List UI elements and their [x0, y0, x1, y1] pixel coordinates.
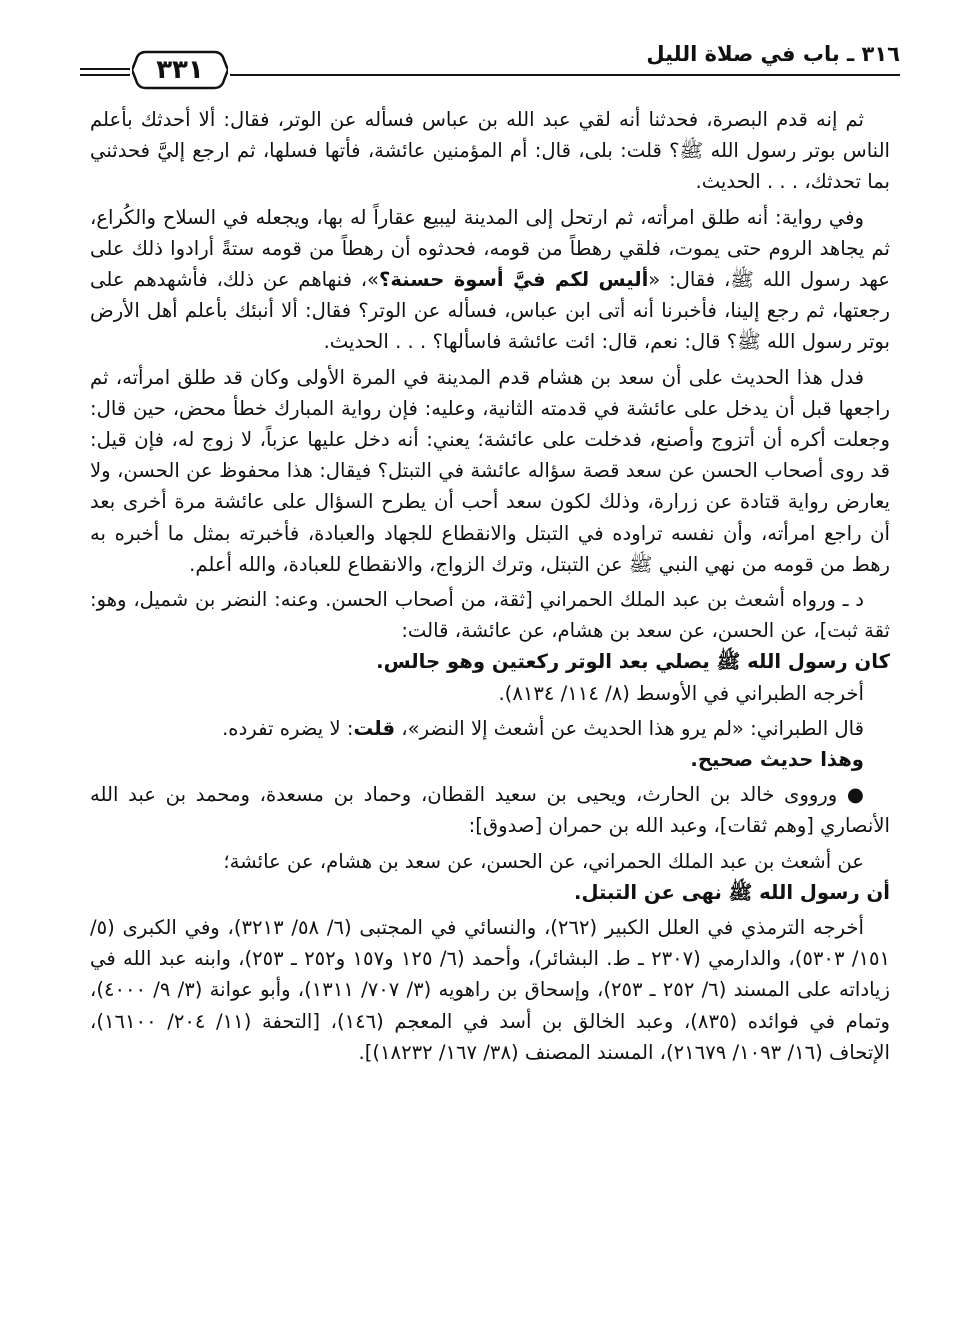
- paragraph-3: فدل هذا الحديث على أن سعد بن هشام قدم المدينة في المرة الأولى وكان قد طلق امرأته، ثم راجعها قبل أن يدخل على عائشة في قدمته الثانية، وعليه: فإن رواية المبارك خطأ محض، حين قال: وجعلت أكره أن أتزوج وأصنع، فدخلت على عائشة؛ يعني: أنه دخل عليها عزباً، لا زوج له، فإن قيل: قد روى أصحاب الحسن عن سعد قصة سؤاله عائشة في التبتل؟ فيقال: هذا محفوظ عن الحسن، ولا يعارض رواية قتادة عن زرارة، وذلك لكون سعد أحب أن يطرح السؤال على عائشة مرة أخرى بعد أن راجع امرأته، وأن نفسه تراوده في التبتل والانقطاع للجهاد والعبادة، فأخبرته بمثل ما أخبره به رهط من قومه من نهي النبي ﷺ عن التبتل، وترك الزواج، والانقطاع للعبادة، والله أعلم.: [90, 365, 890, 576]
- paragraph-4: د ـ ورواه أشعث بن عبد الملك الحمراني [ثقة، من أصحاب الحسن. وعنه: النضر بن شميل، وهو: ثقة ثبت]، عن الحسن، عن سعد بن هشام، عن عائشة، قالت:: [90, 588, 890, 643]
- header-rule: [230, 74, 900, 76]
- paragraph-2-bold-quote: أليس لكم فيَّ أسوة حسنة؟: [379, 268, 649, 292]
- page-body: [90, 104, 890, 1068]
- takhrij-2: أخرجه الترمذي في العلل الكبير (٢٦٢)، والنسائي في المجتبى (٦/ ٥٨/ ٣٢١٣)، وفي الكبرى (٥/ ١٥١/ ٥٣٠٣)، والدارمي (٢٣٠٧ ـ ط. البشائر)، وأحمد (٦/ ١٢٥ و١٥٧ و٢٥٢ ـ ٢٥٣)، وابنه عبد الله في زياداته على المسند (٦/ ٢٥٢ ـ ٢٥٣)، وإسحاق بن راهويه (٣/ ٧٠٧/ ١٣١١)، وأبو عوانة (٣/ ٩/ ٤٠٠٠)، وتمام في فوائده (٨٣٥)، وعبد الخالق بن أسد في المعجم (١٤٦)، [التحفة (١١/ ٢٠٤/ ١٦١٠٠)، الإتحاف (١٦/ ١٠٩٣/ ٢١٦٧٩)، المسند المصنف (٣٨/ ١٦٧/ ١٨٢٣٢)].: [90, 916, 891, 1064]
- hadith-text-1: كان رسول الله ﷺ يصلي بعد الوتر ركعتين وهو جالس.: [376, 650, 890, 674]
- header-rule-left-bottom: [80, 74, 130, 76]
- tabarani-note-text-b: : لا يضره تفرده.: [222, 716, 354, 740]
- paragraph-narrators: ● ورووى خالد بن الحارث، ويحيى بن سعيد القطان، وحماد بن مسعدة، ومحمد بن عبد الله الأنصاري [وهم ثقات]، وعبد الله بن حمران [صدوق]:: [90, 783, 890, 838]
- page-header: [80, 40, 900, 100]
- paragraph-chain: عن أشعث بن عبد الملك الحمراني، عن الحسن، عن سعد بن هشام، عن عائشة؛: [223, 849, 864, 873]
- paragraph-1: ثم إنه قدم البصرة، فحدثنا أنه لقي عبد الله بن عباس فسأله عن الوتر، فقال: ألا أحدثك بأعلم الناس بوتر رسول الله ﷺ؟ قلت: بلى، قال: أم المؤمنين عائشة، فأتها فسلها، ثم ارجع إليَّ فحدثني بما تحدثك، . . . الحديث.: [90, 108, 890, 194]
- tabarani-note-text-a: قال الطبراني: «لم يرو هذا الحديث عن أشعث إلا النضر»،: [395, 716, 864, 740]
- running-title: ٣١٦ ـ باب في صلاة الليل: [646, 42, 900, 66]
- tabarani-note-bold: قلت: [353, 716, 396, 740]
- paragraph-2-text-a: وفي رواية: أنه طلق امرأته، ثم ارتحل إلى المدينة ليبيع عقاراً له بها، ويجعله في السلاح والكُراع، ثم يجاهد الروم حتى يموت، فلقي رهطاً من قومه، فحدثوه أن رهطاً من قومه ستةً أرادوا ذلك على عهد رسول الله ﷺ، فقال: «: [90, 205, 891, 292]
- hadith-text-2: أن رسول الله ﷺ نهى عن التبتل.: [574, 880, 890, 904]
- takhrij-1: أخرجه الطبراني في الأوسط (٨/ ١١٤/ ٨١٣٤).: [498, 681, 864, 705]
- header-rule-left-top: [80, 68, 130, 70]
- paragraph-2: [90, 202, 890, 358]
- tabarani-note: [90, 713, 890, 744]
- authenticity-note: وهذا حديث صحيح.: [690, 748, 864, 772]
- page-number-badge: [132, 48, 228, 92]
- page-number: ٣٣١: [156, 55, 204, 85]
- paragraph-2-text-b: »، فنهاهم عن ذلك، فأشهدهم على رجعتها، ثم رجع إلينا، فأخبرنا أنه أتى ابن عباس، فسأله عن الوتر؟ فقال: ألا أنبئك بأعلم أهل الأرض بوتر رسول الله ﷺ؟ قال: نعم، قال: ائت عائشة فاسألها؟ . . . الحديث.: [90, 268, 890, 354]
